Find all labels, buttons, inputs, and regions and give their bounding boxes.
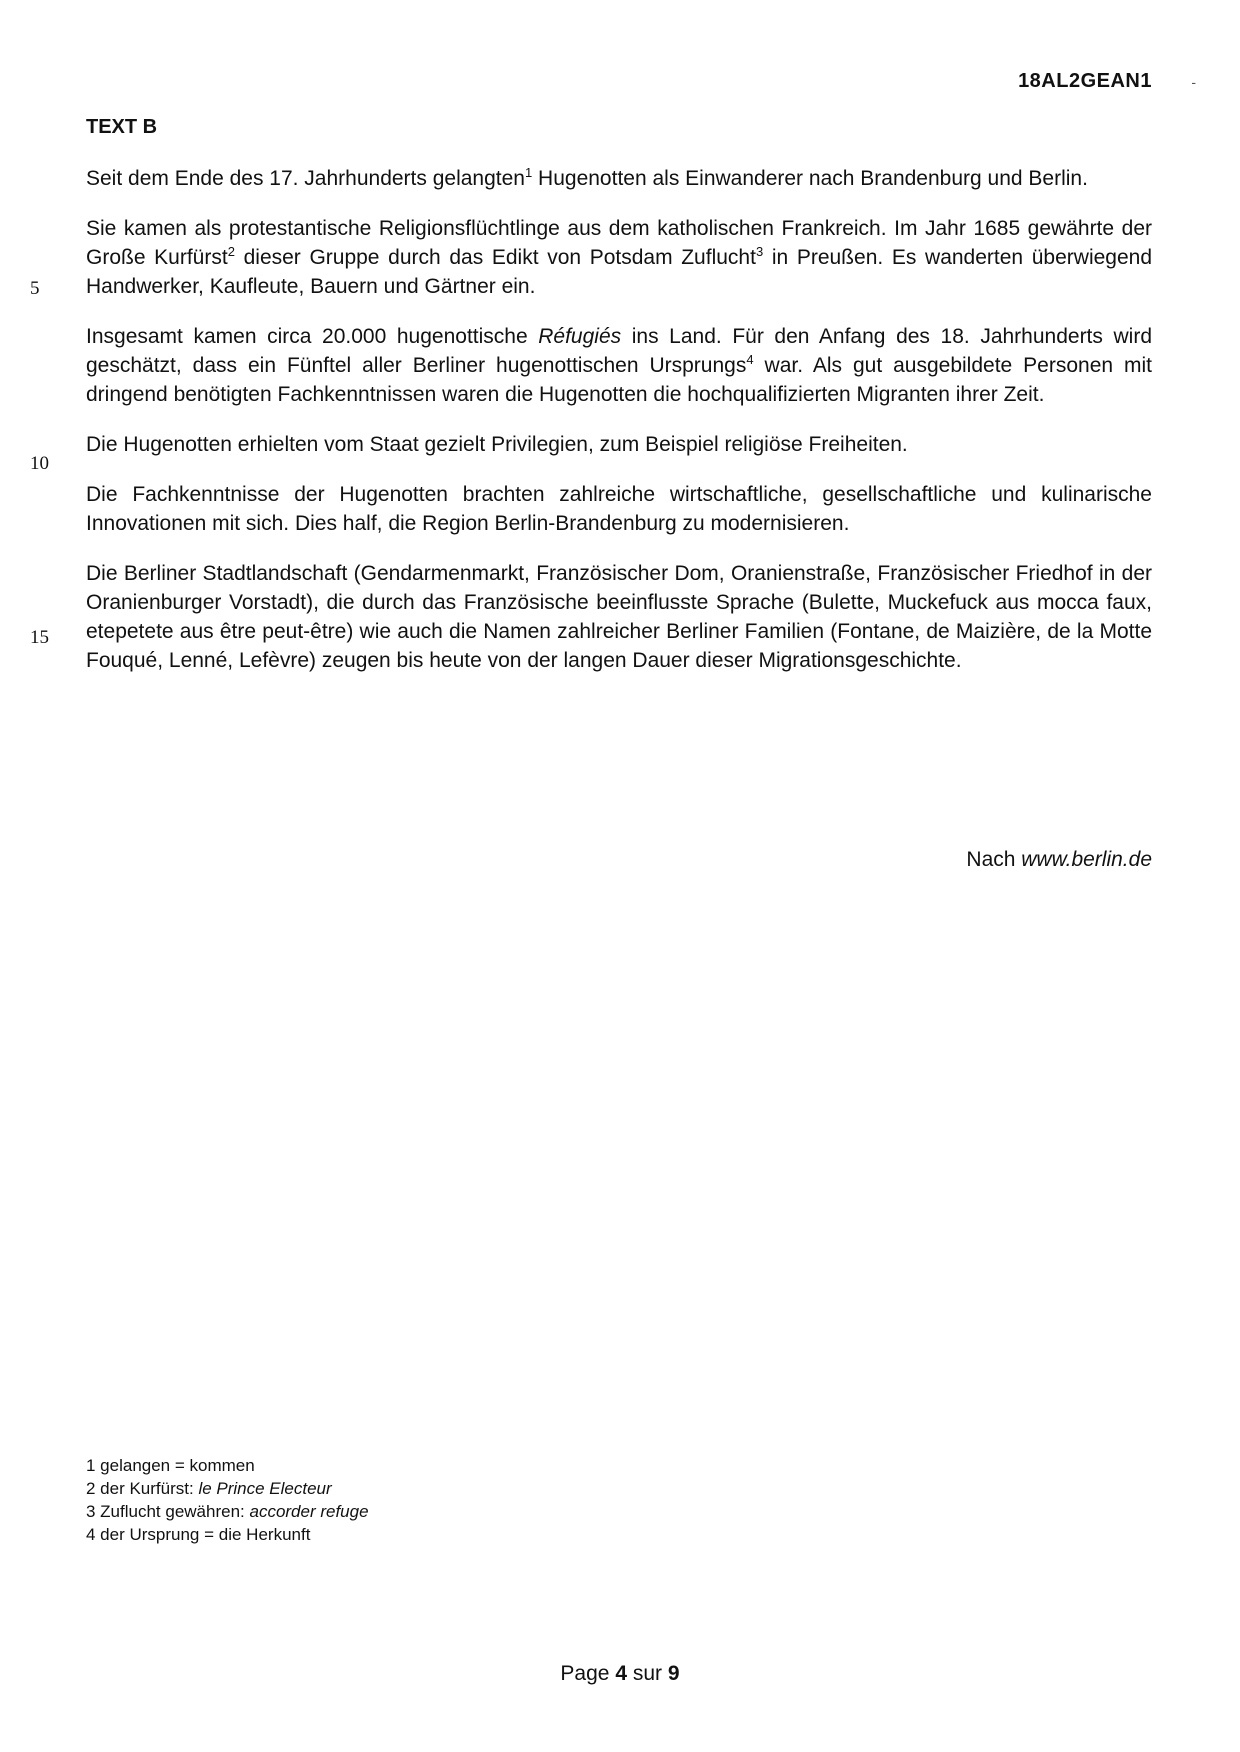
- refugies-term: Réfugiés: [538, 325, 622, 348]
- footnote-4-text: 4 der Ursprung = die Herkunft: [86, 1525, 311, 1544]
- paragraph-3-text-b: ins Land. Für den Anfang des 18. Jahrhunderts wird geschätzt, dass ein Fünftel aller Berliner hugenottischen Ursprungs: [86, 325, 1152, 377]
- total-pages: 9: [667, 1662, 680, 1685]
- footnote-ref-4: 4: [746, 352, 754, 367]
- corner-mark: -: [1191, 74, 1196, 90]
- paragraph-6: Die Berliner Stadtlandschaft (Gendarmenmarkt, Französischer Dom, Oranienstraße, Französischer Friedhof in der Oranienburger Vorstadt), die durch das Französische beeinflusste Sprache (Bulette, Muckefuck aus mocca faux, etepetete aus être peut-être) wie auch die Namen zahlreicher Berliner Familien (Fontane, de Maizière, de la Motte Fouqué, Lenné, Lefèvre) zeugen bis heute von der langen Dauer dieser Migrationsgeschichte.: [86, 562, 1152, 672]
- page-sur: sur: [632, 1662, 663, 1685]
- line-number-5: 5: [30, 278, 40, 299]
- paragraph-2-text-c: in Preußen. Es wanderten überwiegend Handwerker, Kaufleute, Bauern und Gärtner ein.: [86, 246, 1153, 298]
- paragraph-1-text-b: Hugenotten als Einwanderer nach Brandenburg und Berlin.: [532, 167, 1088, 190]
- source-prefix: Nach: [966, 848, 1022, 871]
- footnote-ref-1: 1: [524, 165, 533, 180]
- paragraph-2: [86, 214, 1152, 301]
- footnote-2-em: le Prince Electeur: [198, 1479, 332, 1498]
- source-site: www.berlin.de: [1021, 848, 1152, 871]
- source-citation: [966, 848, 1152, 872]
- paragraph-2-text-a: Sie kamen als protestantische Religionsflüchtlinge aus dem katholischen Frankreich. Im Jahr 1685 gewährte der Große Kurfürst: [86, 217, 1152, 269]
- paragraph-1: [86, 164, 1152, 193]
- exam-code: 18AL2GEAN1: [1018, 70, 1152, 92]
- body-text: [86, 164, 1152, 696]
- footnotes: [86, 1454, 369, 1546]
- paragraph-5: Die Fachkenntnisse der Hugenotten brachten zahlreiche wirtschaftliche, gesellschaftliche und kulinarische Innovationen mit sich. Dies half, die Region Berlin-Brandenburg zu modernisieren.: [86, 483, 1152, 535]
- footnote-3-text: 3 Zuflucht gewähren:: [86, 1502, 250, 1521]
- footnote-3: [86, 1500, 369, 1523]
- footnote-1: [86, 1454, 369, 1477]
- paragraph-4: Die Hugenotten erhielten vom Staat gezielt Privilegien, zum Beispiel religiöse Freiheiten.: [86, 433, 908, 456]
- paragraph-3-text-c: war. Als gut ausgebildete Personen mit dringend benötigten Fachkenntnissen waren die Hugenotten die hochqualifizierten Migranten ihrer Zeit.: [86, 354, 1153, 406]
- footnote-ref-3: 3: [755, 244, 764, 259]
- footnote-2-text: 2 der Kurfürst:: [86, 1479, 199, 1498]
- line-number-15: 15: [30, 627, 49, 648]
- section-title: TEXT B: [86, 116, 158, 138]
- page-word: Page: [560, 1662, 610, 1685]
- paragraph-3-text-a: Insgesamt kamen circa 20.000 hugenottische: [86, 325, 539, 348]
- paragraph-2-text-b: dieser Gruppe durch das Edikt von Potsdam Zuflucht: [234, 246, 756, 269]
- paragraph-1-text-a: Seit dem Ende des 17. Jahrhunderts gelangten: [86, 167, 525, 190]
- footnote-ref-2: 2: [227, 244, 235, 259]
- footnote-4: [86, 1523, 369, 1546]
- current-page: 4: [615, 1662, 627, 1685]
- footnote-1-text: 1 gelangen = kommen: [86, 1456, 255, 1475]
- footnote-2: [86, 1477, 369, 1500]
- paragraph-3: [86, 322, 1152, 409]
- page-number: [0, 1662, 1240, 1686]
- footnote-3-em: accorder refuge: [249, 1502, 369, 1521]
- line-number-10: 10: [30, 453, 49, 474]
